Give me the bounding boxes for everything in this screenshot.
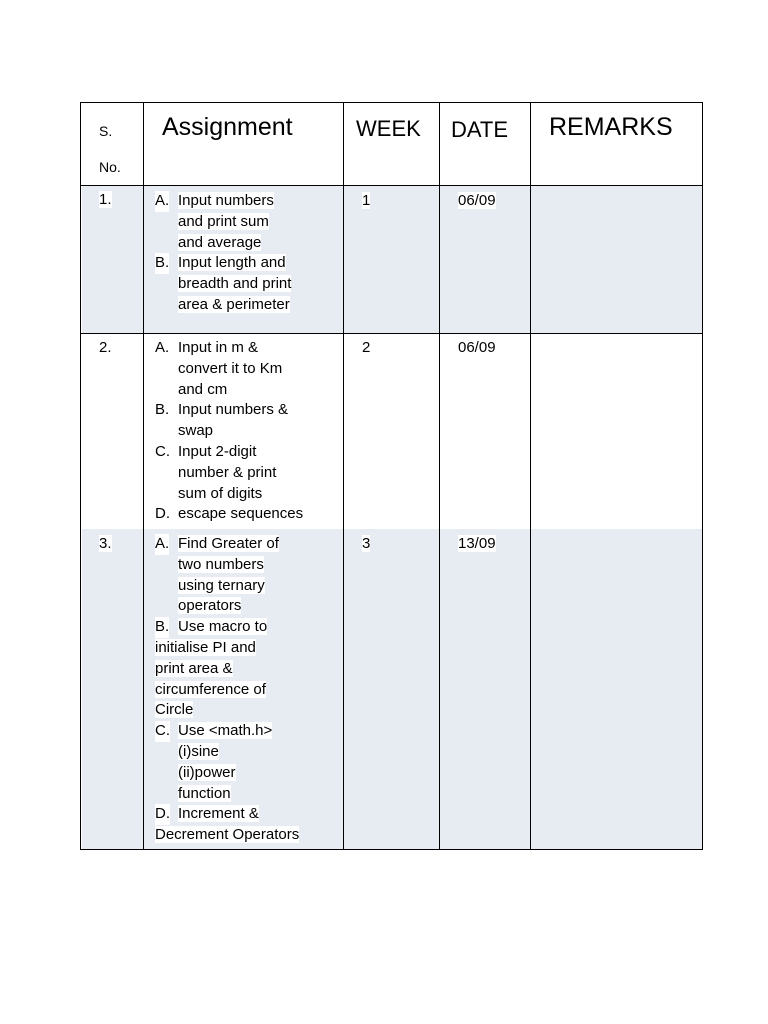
row-divider [81,333,702,334]
assignment-item [155,191,291,253]
assignment-item [155,721,299,804]
row-3-assignment-list [155,534,299,846]
item-line: Input numbers & [178,401,289,419]
item-line: Input length and [178,254,286,272]
row-3-sno [99,534,112,555]
item-line: area & perimeter [178,295,290,313]
row-2-sno [99,338,112,359]
header-sno-line1: S. [99,123,113,139]
row-1-date [458,191,496,212]
row-3-sno-text: 3. [99,535,112,552]
assignment-item [155,804,299,846]
item-marker: B. [155,253,169,274]
row-3-date-text: 13/09 [458,535,496,552]
row-1-week [362,191,370,212]
row-1-sno-text: 1. [99,191,112,208]
item-line: and cm [178,380,228,398]
row-2-week-text: 2 [362,339,371,356]
item-line: Input numbers [178,192,274,209]
header-week: WEEK [356,116,421,141]
header-assignment: Assignment [162,113,293,141]
item-marker: A. [155,534,169,555]
item-marker: D. [155,504,170,525]
item-line: initialise PI and [155,638,256,656]
item-line: and print sum [178,212,269,230]
row-2-date [458,338,496,359]
row-3-week-text: 3 [362,535,371,552]
item-line: number & print [178,463,277,481]
item-line: and average [178,233,262,251]
assignment-item [155,617,299,721]
assignment-item [155,400,303,442]
item-line: Increment & [178,805,259,823]
row-1-sno [99,190,112,211]
column-divider [530,103,531,849]
row-3-week [362,534,370,555]
assignment-table [80,102,703,850]
item-line: using ternary [178,576,265,594]
item-line: circumference of [155,680,266,698]
column-divider [143,103,144,849]
item-line: operators [178,597,242,615]
item-line: print area & [155,659,233,677]
item-marker: B. [155,400,169,421]
row-2-date-text: 06/09 [458,339,496,356]
item-marker: B. [155,617,169,638]
item-marker: C. [155,442,170,463]
column-divider [343,103,344,849]
item-marker: C. [155,721,170,742]
item-line: Use <math.h> [178,722,273,740]
row-2-week [362,338,370,359]
item-line: swap [178,422,214,440]
item-marker: A. [155,191,169,212]
row-1-assignment-list [155,191,291,316]
assignment-item [155,504,303,525]
item-line: convert it to Km [178,359,283,377]
item-line: Circle [155,701,194,719]
item-line: sum of digits [178,484,263,502]
item-line: Decrement Operators [155,826,300,844]
row-2-sno-text: 2. [99,339,112,356]
row-divider [81,185,702,186]
item-line: Input 2-digit [178,442,257,460]
header-remarks: REMARKS [549,113,673,141]
item-line: (ii)power [178,763,236,781]
item-line: escape sequences [178,505,304,523]
assignment-item [155,442,303,504]
assignment-item [155,253,291,315]
header-sno-line2: No. [99,159,121,175]
item-marker: A. [155,338,169,359]
item-line: Use macro to [178,618,268,636]
item-line: (i)sine [178,742,219,760]
item-line: breadth and print [178,275,292,293]
item-marker: D. [155,804,170,825]
row-2-assignment-list [155,338,303,525]
row-1-date-text: 06/09 [458,192,496,209]
item-line: Find Greater of [178,535,279,552]
row-3-date [458,534,496,555]
assignment-item [155,338,303,400]
row-1-week-text: 1 [362,192,371,209]
item-line: Input in m & [178,339,259,356]
header-date: DATE [451,117,509,142]
item-line: function [178,784,231,802]
item-line: two numbers [178,555,264,573]
assignment-item [155,534,299,617]
column-divider [439,103,440,849]
